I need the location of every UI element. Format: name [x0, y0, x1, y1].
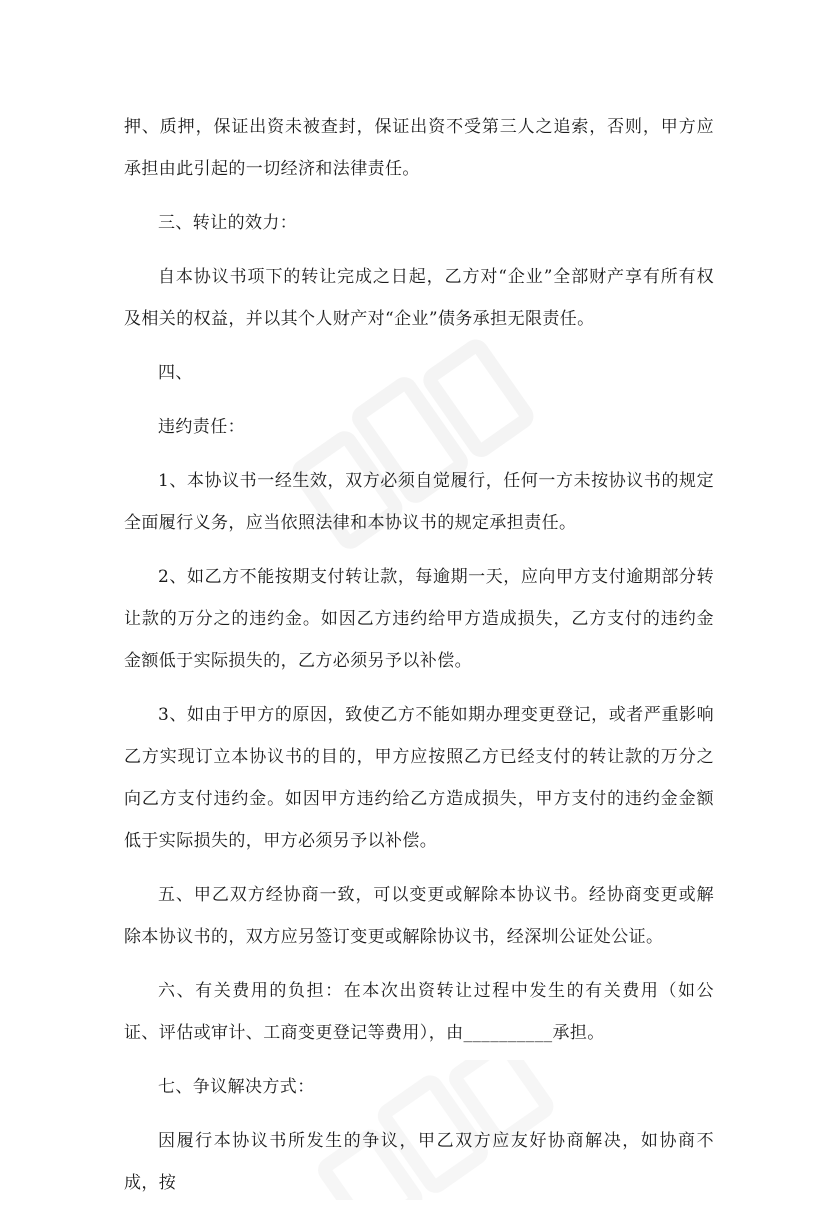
heading-transfer-effect: 三、转让的效力：	[158, 213, 298, 233]
paragraph-section-six: 六、有关费用的负担：在本次出资转让过程中发生的有关费用（如公证、评估或审计、工商变更登记等费用），由__________承担。	[124, 981, 714, 1043]
paragraph-breach-1: 1、本协议书一经生效，双方必须自觉履行，任何一方未按协议书的规定全面履行义务，应当依照法律和本协议书的规定承担责任。	[124, 471, 714, 533]
heading-breach-liability: 违约责任：	[158, 417, 245, 437]
paragraph-breach-2: 2、如乙方不能按期支付转让款，每逾期一天，应向甲方支付逾期部分转让款的万分之的违约金。如因乙方违约给甲方造成损失，乙方支付的违约金金额低于实际损失的，乙方必须另予以补偿。	[124, 567, 714, 671]
paragraph-dispute-resolution: 因履行本协议书所发生的争议，甲乙双方应友好协商解决，如协商不成，按	[124, 1131, 714, 1193]
paragraph-section-five: 五、甲乙双方经协商一致，可以变更或解除本协议书。经协商变更或解除本协议书的，双方应另签订变更或解除协议书，经深圳公证处公证。	[124, 885, 714, 947]
paragraph-breach-3: 3、如由于甲方的原因，致使乙方不能如期办理变更登记，或者严重影响乙方实现订立本协议书的目的，甲方应按照乙方已经支付的转让款的万分之向乙方支付违约金。如因甲方违约给乙方造成损失，甲方支付的违约金金额低于实际损失的，甲方必须另予以补偿。	[124, 705, 714, 851]
document-body	[124, 106, 714, 1216]
heading-dispute-resolution: 七、争议解决方式：	[158, 1077, 315, 1097]
paragraph-transfer-effect: 自本协议书项下的转让完成之日起，乙方对“企业”全部财产享有所有权及相关的权益，并以其个人财产对“企业”债务承担无限责任。	[124, 267, 714, 329]
heading-section-four: 四、	[158, 363, 193, 383]
paragraph-pledge-liability: 押、质押，保证出资未被查封，保证出资不受第三人之追索，否则，甲方应承担由此引起的一切经济和法律责任。	[124, 117, 714, 179]
